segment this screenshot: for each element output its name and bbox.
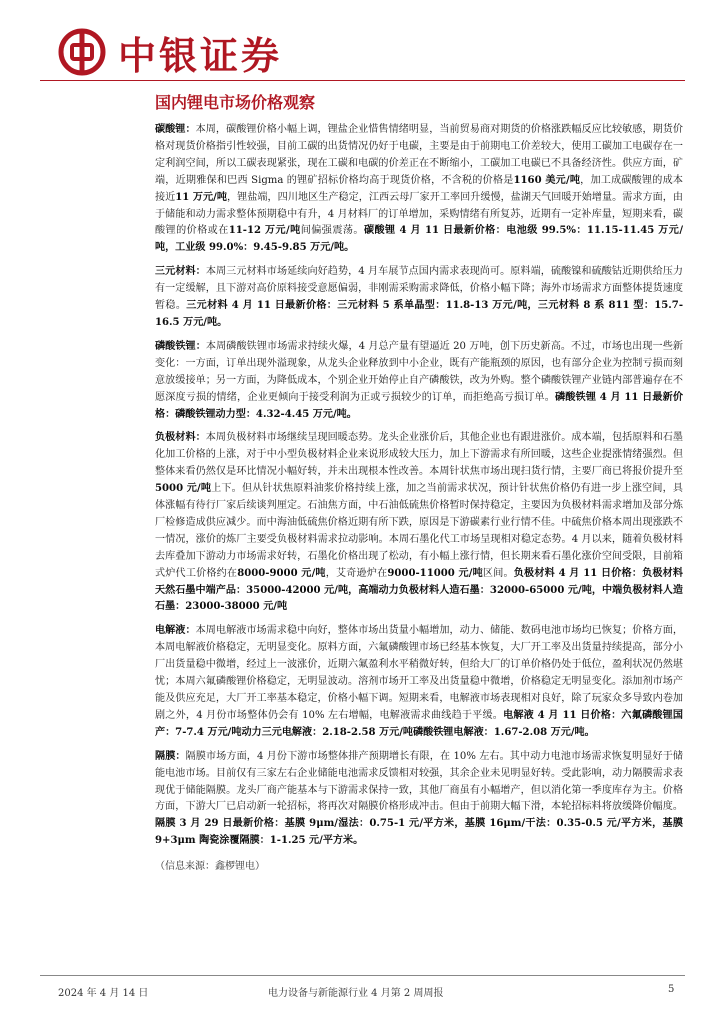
- highlight-value: 11-12 万元/吨: [228, 225, 301, 237]
- paragraph-lithium-carbonate: [155, 122, 683, 257]
- paragraph-text: 本周，碳酸锂价格小幅上调，锂盐企业惜售情绪明显，当前贸易商对期货的价格涨跌幅反应比较敏感，期货价格对现货价格指引性较强，目前工碳的出货情况仍好于电碳，主要是由于前期电工价差较大，使用工碳加工电碳存在一定利润空间，所以工碳表现紧张，现在工碳和电碳的价差正在不断缩小，工碳加工电碳已不具备经济性。供应方面，矿端，近期雅保和巴西 Sigma 的锂矿招标价格均高于现货价格，不含税的价格是: [155, 124, 684, 186]
- page-number: 5: [668, 984, 675, 995]
- paragraph-electrolyte: [155, 623, 683, 741]
- latest-price: 磷酸铁锂 4 月 11 日最新价格：磷酸铁锂动力型：4.32-4.45 万元/吨。: [155, 391, 683, 420]
- paragraph-ternary-materials: [155, 264, 683, 332]
- latest-price: 隔膜 3 月 29 日最新价格：基膜 9μm/湿法：0.75-1 元/平方米，基膜 16μm/干法：0.35-0.5 元/平方米，基膜 9+3μm 陶瓷涂覆隔膜：1-1.25 元/平方米。: [155, 818, 683, 847]
- paragraph-text: 本周负极材料市场继续呈现回暖态势。龙头企业涨价后，其他企业也有跟进涨价。成本端，包括原料和石墨化加工价格的上涨，对于中小型负极材料企业来说形成较大压力，加上下游需求有所回暖，这些企业提涨情绪强烈。但整体来看仍然仅是环比情况小幅好转，并未出现根本性改善。本周针状焦市场出现扫货行情，主要厂商已将报价提升至: [155, 432, 684, 478]
- bank-of-china-logo-icon: [58, 28, 106, 76]
- header-divider: [40, 80, 685, 81]
- latest-price: 碳酸锂 4 月 11 日最新价格：电池级 99.5%：11.15-11.45 万元/吨，工业级 99.0%：9.45-9.85 万元/吨。: [155, 225, 684, 254]
- footer-report-name: 电力设备与新能源行业 4 月第 2 周周报: [268, 988, 444, 999]
- paragraph-text: 间偏强震荡。: [300, 225, 364, 237]
- paragraph-text: ，锂盐端，四川地区生产稳定，江西云母厂家开工率回升缓慢，盐湖天气回暖开始增量。需求方面，由于储能和动力需求整体预期稳中有升，4 月材料厂的订单增加，采购情绪有所复苏，近期有一定补库量，短期来看，碳酸锂的价格或在: [155, 191, 684, 237]
- brand-name: 中银证券: [118, 33, 283, 78]
- report-header: [58, 22, 282, 82]
- paragraph-lfp: [155, 339, 683, 424]
- latest-price: 负极材料 4 月 11 日价格：负极材料天然石墨中端产品：35000-42000 元/吨，高端动力负极材料人造石墨：32000-65000 元/吨，中端负极材料人造石墨：23000-38000 元/吨: [155, 567, 684, 613]
- paragraph-text: 本周三元材料市场延续向好趋势，4 月车展节点国内需求表现尚可。原料端，硫酸镍和硫酸钴近期供给压力有一定缓解，且下游对高价原料接受意愿偏弱，非刚需采购需求降低，价格小幅下降；海外市场需求方面整体提货速度暂稳。: [155, 266, 683, 312]
- paragraph-lead: 隔膜：: [155, 750, 186, 762]
- paragraph-lead: 磷酸铁锂：: [155, 340, 206, 352]
- highlight-value: 1160 美元/吨: [513, 174, 581, 186]
- footer-date: 2024 年 4 月 14 日: [58, 988, 149, 999]
- highlight-value: 11 万元/吨: [175, 191, 228, 203]
- highlight-value: 8000-9000 元/吨: [237, 567, 326, 579]
- paragraph-anode-materials: [155, 430, 683, 616]
- paragraph-lead: 负极材料：: [155, 432, 206, 444]
- paragraph-text: 区间。: [482, 567, 514, 579]
- paragraph-text: 本周电解液市场需求稳中向好，整体市场出货量小幅增加，动力、储能、数码电池市场均已恢复；价格方面，本周电解液价格稳定，无明显变化。原料方面，六氟磷酸锂市场已经基本恢复，大厂开工率及出货量持续提高，部分小厂出货量稳中微增，经过上一波涨价，近期六氟盈利水平稍微好转，但给大厂的订单价格仍处于低位，盈利状况仍然堪忧；本周六氟磷酸锂价格稳定，无明显波动。溶剂市场开工率及出货量稳中微增，价格稳定无明显变化。添加剂市场产能及供应充足，大厂开工率基本稳定，价格小幅下调。短期来看，电解液市场表现相对良好，除了玩家众多导致内卷加剧之外，4 月份市场整体仍会有 10% 左右增幅，电解液需求曲线趋于平缓。: [155, 625, 684, 721]
- latest-price: 三元材料 4 月 11 日最新价格：三元材料 5 系单晶型：11.8-13 万元/吨，三元材料 8 系 811 型：15.7-16.5 万元/吨。: [155, 300, 684, 328]
- paragraph-text: 隔膜市场方面，4 月份下游市场整体排产预期增长有限，在 10% 左右。其中动力电池市场需求恢复明显好于储能电池市场。目前仅有三家左右企业储能电池需求反馈相对较强，其余企业未见明显好转。受此影响，动力隔膜需求表现优于储能隔膜。龙头厂商产能基本与下游需求保持一致，其他厂商虽有小幅增产，但以消化第一季度库存为主。价格方面，下游大厂已启动新一轮招标，将再次对隔膜价格形成冲击。但由于前期大幅下滑，本轮招标料将放缓降价幅度。: [155, 750, 684, 813]
- footer-divider: [40, 975, 685, 976]
- paragraph-text: 本周磷酸铁锂市场需求持续火爆，4 月总产量有望逼近 20 万吨，创下历史新高。不过，市场也出现一些新变化：一方面，订单出现外溢现象，从龙头企业释放到中小企业，既有产能瓶颈的原因，也有部分企业为控制亏损而刻意放缓接单；另一方面，为降低成本，个别企业开始停止自产磷酸铁，改为外购。整个磷酸铁锂产业链内部普遍存在不愿深度亏损的情绪，企业更倾向于接受利润为正或亏损较少的订单，而拒绝高亏损订单。: [155, 340, 684, 403]
- paragraph-lead: 电解液：: [155, 625, 196, 637]
- section-title: 国内锂电市场价格观察: [155, 93, 316, 112]
- paragraph-lead: 碳酸锂：: [155, 124, 196, 135]
- highlight-value: 5000 元/吨: [155, 483, 212, 495]
- paragraph-text: ，加工成碳酸锂的成本接近: [155, 174, 684, 203]
- highlight-value: 9000-11000 元/吨: [387, 567, 483, 579]
- latest-price: 电解液 4 月 11 日价格：六氟磷酸锂国产：7-7.4 万元/吨动力三元电解液：2.18-2.58 万元/吨磷酸铁锂电解液：1.67-2.08 万元/吨。: [155, 709, 683, 738]
- paragraph-separator: [155, 749, 683, 850]
- source-note: （信息来源：鑫椤锂电）: [155, 861, 265, 873]
- paragraph-text: 上下。但从针状焦原料油浆价格持续上涨，加之当前需求状况，预计针状焦价格仍有进一步上涨空间，具体涨幅有待行厂家后续谈判厘定。石油焦方面，中石油低硫焦价格暂时保持稳定，主要因为负极材料需求增加及部分炼厂检修造成供应减少。而中海油低硫焦价格近期有所下跌，原因是下游碳素行业行情不佳。中硫焦价格本周出现涨跌不一情况，涨价的炼厂主要受负极材料需求拉动影响。本周石墨化代工市场呈现相对稳定态势。4 月以来，随着负极材料去库叠加下游动力市场需求好转，石墨化价格出现了松动，有小幅上涨行情，但长期来看石墨化涨价空间受限，目前箱式炉代工价格约在: [155, 483, 683, 579]
- paragraph-lead: 三元材料：: [155, 266, 206, 278]
- report-body: [155, 122, 683, 872]
- paragraph-text: ，艾奇逊炉在: [325, 567, 388, 579]
